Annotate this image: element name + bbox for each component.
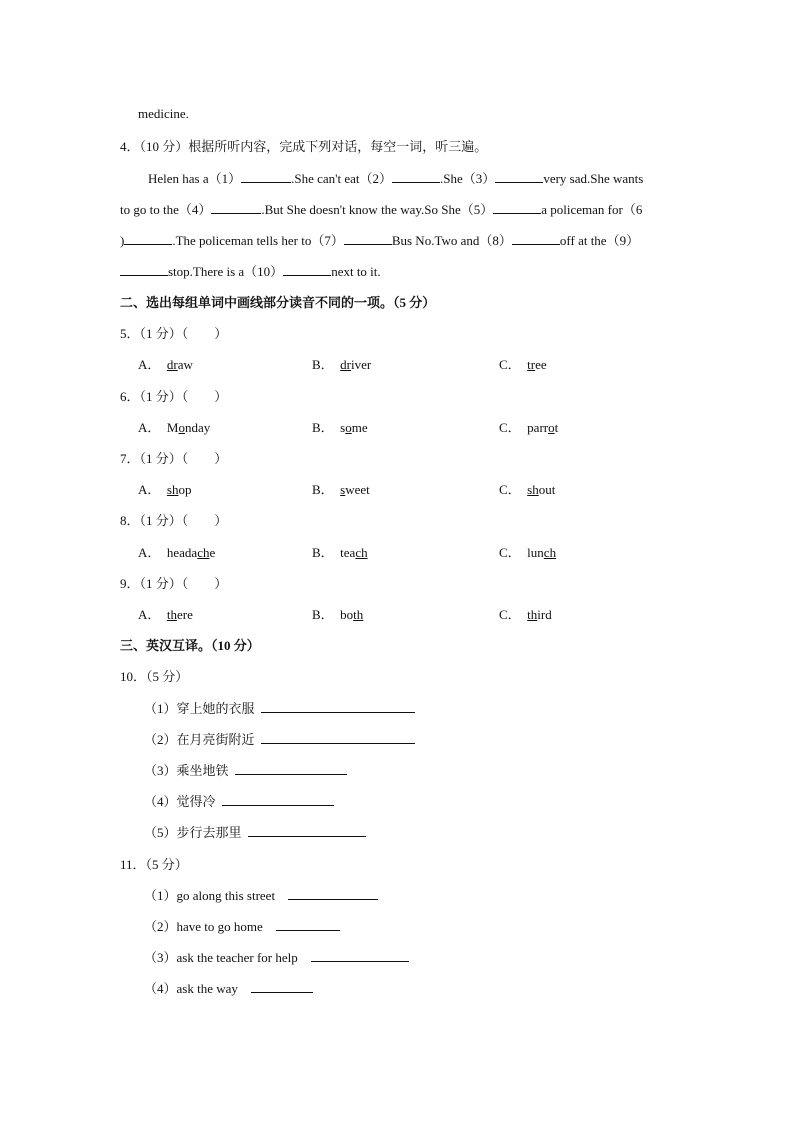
underlined-part: o [178, 420, 185, 435]
option-letter: B． [312, 482, 334, 497]
option-letter: C． [499, 545, 521, 560]
q4-text: .She can't eat（2） [291, 171, 393, 186]
q4-text: off at the（9） [559, 233, 640, 248]
q10-item-2 [144, 731, 415, 749]
q4-text: Bus No.Two and（8） [391, 233, 512, 248]
q11-item-4 [144, 980, 313, 998]
option-letter: A． [138, 545, 161, 560]
option-c[interactable] [499, 419, 558, 437]
underlined-part: dr [166, 357, 178, 372]
option-letter: A． [138, 357, 161, 372]
q10-item-4 [144, 793, 334, 811]
option-letter: B． [312, 545, 334, 560]
item-text: （2）have to go home [144, 919, 263, 934]
underlined-part: s [340, 482, 346, 497]
q4-text: a policeman for（6 [541, 202, 643, 217]
q11-item-2 [144, 918, 340, 936]
item-text: （3）乘坐地铁 [144, 763, 229, 778]
answer-blank[interactable] [235, 762, 347, 775]
item-text: （2）在月亮街附近 [144, 732, 255, 747]
option-c[interactable] [499, 606, 552, 624]
option-b[interactable] [312, 606, 363, 624]
underlined-part: sh [527, 482, 539, 497]
word-part: ird [537, 607, 552, 622]
q4-text: to go to the（4） [120, 202, 212, 217]
item-text: （5）步行去那里 [144, 825, 242, 840]
answer-blank[interactable] [276, 918, 340, 931]
q4-text: very sad.She wants [543, 171, 644, 186]
answer-blank[interactable] [493, 201, 541, 214]
option-a[interactable] [138, 481, 191, 499]
answer-blank[interactable] [288, 887, 378, 900]
option-letter: B． [312, 607, 334, 622]
question-label: 9．（1 分）（ ） [120, 576, 228, 591]
q10-item-1 [144, 700, 415, 718]
q4-text: stop.There is a（10） [168, 264, 284, 279]
option-b[interactable] [312, 544, 368, 562]
q11-item-3 [144, 949, 409, 967]
answer-blank[interactable] [392, 170, 440, 183]
answer-blank[interactable] [120, 263, 168, 276]
q4-text: .She（3） [440, 171, 496, 186]
underlined-part: ch [197, 545, 210, 560]
underlined-part: ch [543, 545, 557, 560]
word-part: s [340, 420, 346, 435]
continued-text: medicine. [138, 106, 189, 121]
answer-blank[interactable] [512, 232, 560, 245]
item-text: （3）ask the teacher for help [144, 950, 298, 965]
item-text: （4）ask the way [144, 981, 238, 996]
q10-item-3 [144, 762, 347, 780]
word-part: heada [166, 545, 198, 560]
word-part: t [554, 420, 559, 435]
word-part: ee [535, 357, 547, 372]
underlined-part: sh [166, 482, 179, 497]
q4-text: ) [120, 233, 125, 248]
q4-line-2 [120, 201, 642, 219]
underlined-part: o [548, 420, 555, 435]
q4-text: .The policeman tells her to（7） [172, 233, 344, 248]
answer-blank[interactable] [241, 170, 291, 183]
underlined-part: ch [355, 545, 368, 560]
underlined-part: o [345, 420, 352, 435]
word-part: iver [351, 357, 372, 372]
answer-blank[interactable] [495, 170, 543, 183]
underlined-part: tr [527, 357, 536, 372]
option-a[interactable] [138, 606, 193, 624]
q4-line-3 [120, 232, 639, 250]
q4-line-4 [120, 263, 381, 281]
question-label: 6．（1 分）（ ） [120, 389, 228, 404]
option-letter: C． [499, 607, 521, 622]
q11-item-1 [144, 887, 378, 905]
word-part: tea [340, 545, 356, 560]
word-part: out [538, 482, 556, 497]
answer-blank[interactable] [311, 949, 409, 962]
item-text: （1）穿上她的衣服 [144, 701, 255, 716]
option-a[interactable] [138, 544, 215, 562]
section-3-title: 三、英汉互译。（10 分） [120, 638, 260, 653]
word-part: weet [345, 482, 370, 497]
word-part: me [351, 420, 368, 435]
question-label: 5．（1 分）（ ） [120, 326, 228, 341]
word-part: lun [527, 545, 544, 560]
option-letter: B． [312, 357, 334, 372]
answer-blank[interactable] [211, 201, 261, 214]
answer-blank[interactable] [222, 793, 334, 806]
option-a[interactable] [138, 356, 193, 374]
answer-blank[interactable] [251, 980, 313, 993]
option-letter: A． [138, 482, 161, 497]
q4-header: 4．（10 分）根据所听内容，完成下列对话，每空一词，听三遍。 [120, 139, 488, 154]
word-part: ere [177, 607, 193, 622]
answer-blank[interactable] [261, 700, 415, 713]
option-letter: C． [499, 357, 521, 372]
q11-label: 11．（5 分） [120, 857, 188, 872]
answer-blank[interactable] [248, 824, 366, 837]
item-text: （1）go along this street [144, 888, 276, 903]
question-label: 8．（1 分）（ ） [120, 513, 228, 528]
word-part: op [178, 482, 192, 497]
answer-blank[interactable] [344, 232, 392, 245]
underlined-part: th [527, 607, 538, 622]
option-a[interactable] [138, 419, 210, 437]
underlined-part: th [353, 607, 364, 622]
option-b[interactable] [312, 419, 368, 437]
q10-label: 10．（5 分） [120, 669, 189, 684]
word-part: parr [527, 420, 549, 435]
option-b[interactable] [312, 481, 370, 499]
word-part: nday [184, 420, 211, 435]
answer-blank[interactable] [283, 263, 331, 276]
q4-text: next to it. [331, 264, 381, 279]
answer-blank[interactable] [261, 731, 415, 744]
underlined-part: dr [340, 357, 352, 372]
option-letter: A． [138, 420, 161, 435]
option-letter: B． [312, 420, 334, 435]
option-letter: C． [499, 482, 521, 497]
option-b[interactable] [312, 356, 371, 374]
word-part: e [209, 545, 216, 560]
word-part: aw [177, 357, 193, 372]
underlined-part: th [166, 607, 178, 622]
q4-text: Helen has a（1） [148, 171, 242, 186]
option-c[interactable] [499, 356, 547, 374]
q4-line-1 [148, 170, 643, 188]
answer-blank[interactable] [124, 232, 172, 245]
option-c[interactable] [499, 481, 555, 499]
word-part: M [166, 420, 179, 435]
question-label: 7．（1 分）（ ） [120, 451, 228, 466]
word-part: bo [340, 607, 354, 622]
option-letter: A． [138, 607, 161, 622]
item-text: （4）觉得冷 [144, 794, 216, 809]
option-c[interactable] [499, 544, 556, 562]
section-2-title: 二、选出每组单词中画线部分读音不同的一项。（5 分） [120, 295, 436, 310]
q10-item-5 [144, 824, 366, 842]
option-letter: C． [499, 420, 521, 435]
q4-text: .But She doesn't know the way.So She（5） [261, 202, 494, 217]
